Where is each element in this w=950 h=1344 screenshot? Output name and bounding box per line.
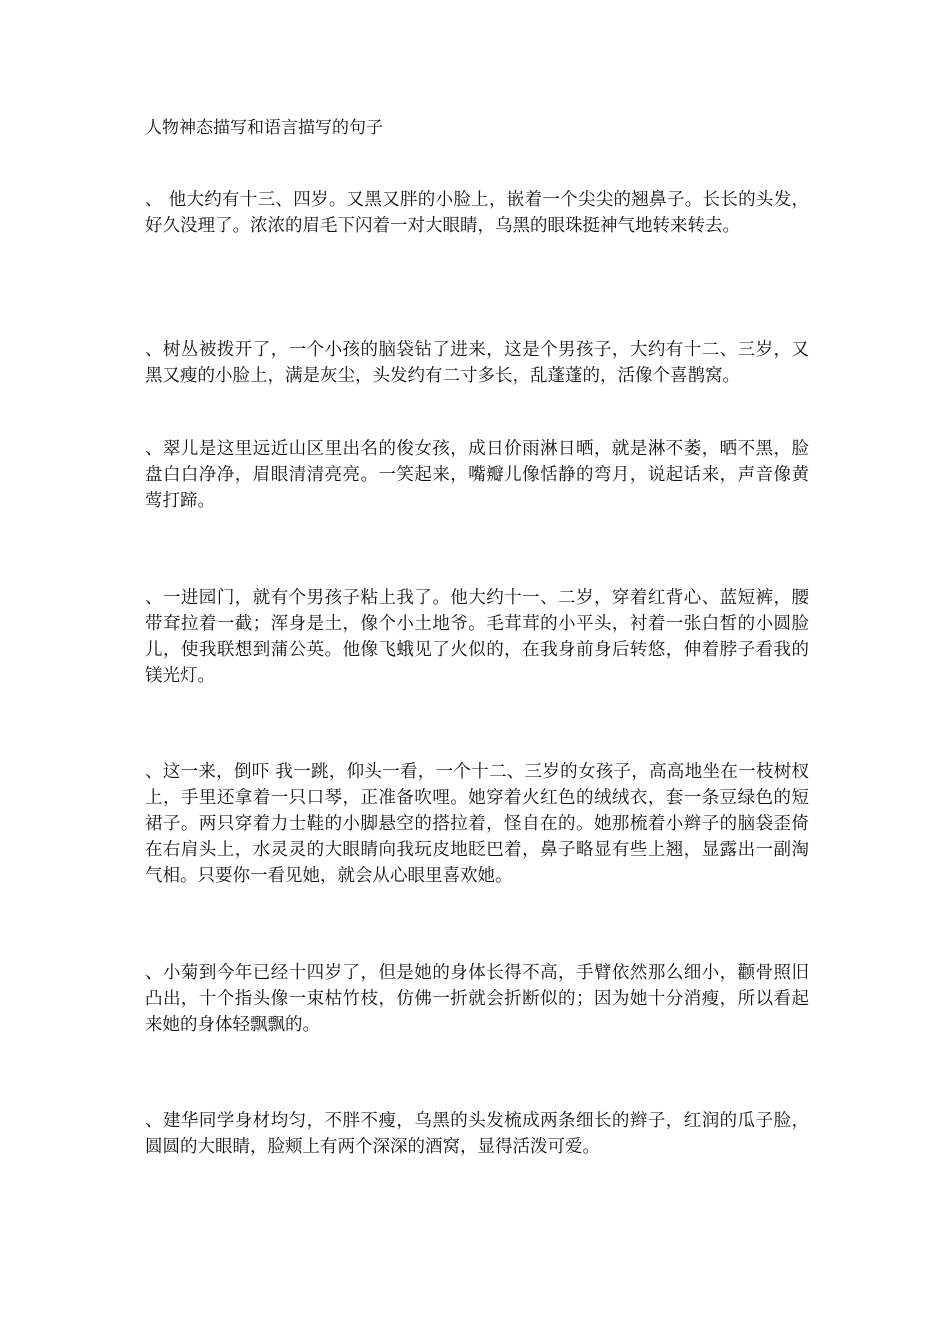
- paragraph-4: 、一进园门，就有个男孩子粘上我了。他大约十一、二岁，穿着红背心、蓝短裤，腰带耷拉着一截；浑身是土，像个小土地爷。毛茸茸的小平头，衬着一张白皙的小圆脸儿，使我联想到蒲公英。他像飞蛾见了火似的，在我身前身后转悠，伸着脖子看我的镁光灯。: [145, 588, 809, 686]
- paragraph-7: 、建华同学身材均匀，不胖不瘦，乌黑的头发梳成两条细长的辫子，红润的瓜子脸，圆圆的大眼睛，脸颊上有两个深深的酒窝，显得活泼可爱。: [145, 1111, 809, 1157]
- paragraph-6: 、小菊到今年已经十四岁了，但是她的身体长得不高，手臂依然那么细小，颧骨照旧凸出，十个指头像一束枯竹枝，仿佛一折就会折断似的；因为她十分消瘦，所以看起来她的身体轻飘飘的。: [145, 963, 809, 1035]
- paragraph-3: 、翠儿是这里远近山区里出名的俊女孩，成日价雨淋日晒，就是淋不萎，晒不黑，脸盘白白净净，眉眼清清亮亮。一笑起来，嘴瓣儿像恬静的弯月，说起话来，声音像黄莺打蹄。: [145, 439, 809, 511]
- document-title: 人物神态描写和语言描写的句子: [145, 118, 383, 138]
- paragraph-2: 、树丛被拨开了，一个小孩的脑袋钻了进来，这是个男孩子，大约有十二、三岁，又黑又瘦的小脸上，满是灰尘，头发约有二寸多长，乱蓬蓬的，活像个喜鹊窝。: [145, 340, 809, 386]
- paragraph-1: 、 他大约有十三、四岁。又黑又胖的小脸上，嵌着一个尖尖的翘鼻子。长长的头发，好久没理了。浓浓的眉毛下闪着一对大眼睛，乌黑的眼珠挺神气地转来转去。: [145, 190, 809, 236]
- paragraph-5: 、这一来，倒吓 我一跳，仰头一看，一个十二、三岁的女孩子，高高地坐在一枝树杈上，手里还拿着一只口琴，正准备吹哩。她穿着火红色的绒绒衣，套一条豆绿色的短裙子。两只穿着力士鞋的小脚悬空的搭拉着，怪自在的。她那梳着小辫子的脑袋歪倚在右肩头上，水灵灵的大眼睛向我玩皮地眨巴着，鼻子略显有些上翘，显露出一副淘气相。只要你一看见她，就会从心眼里喜欢她。: [145, 762, 809, 886]
